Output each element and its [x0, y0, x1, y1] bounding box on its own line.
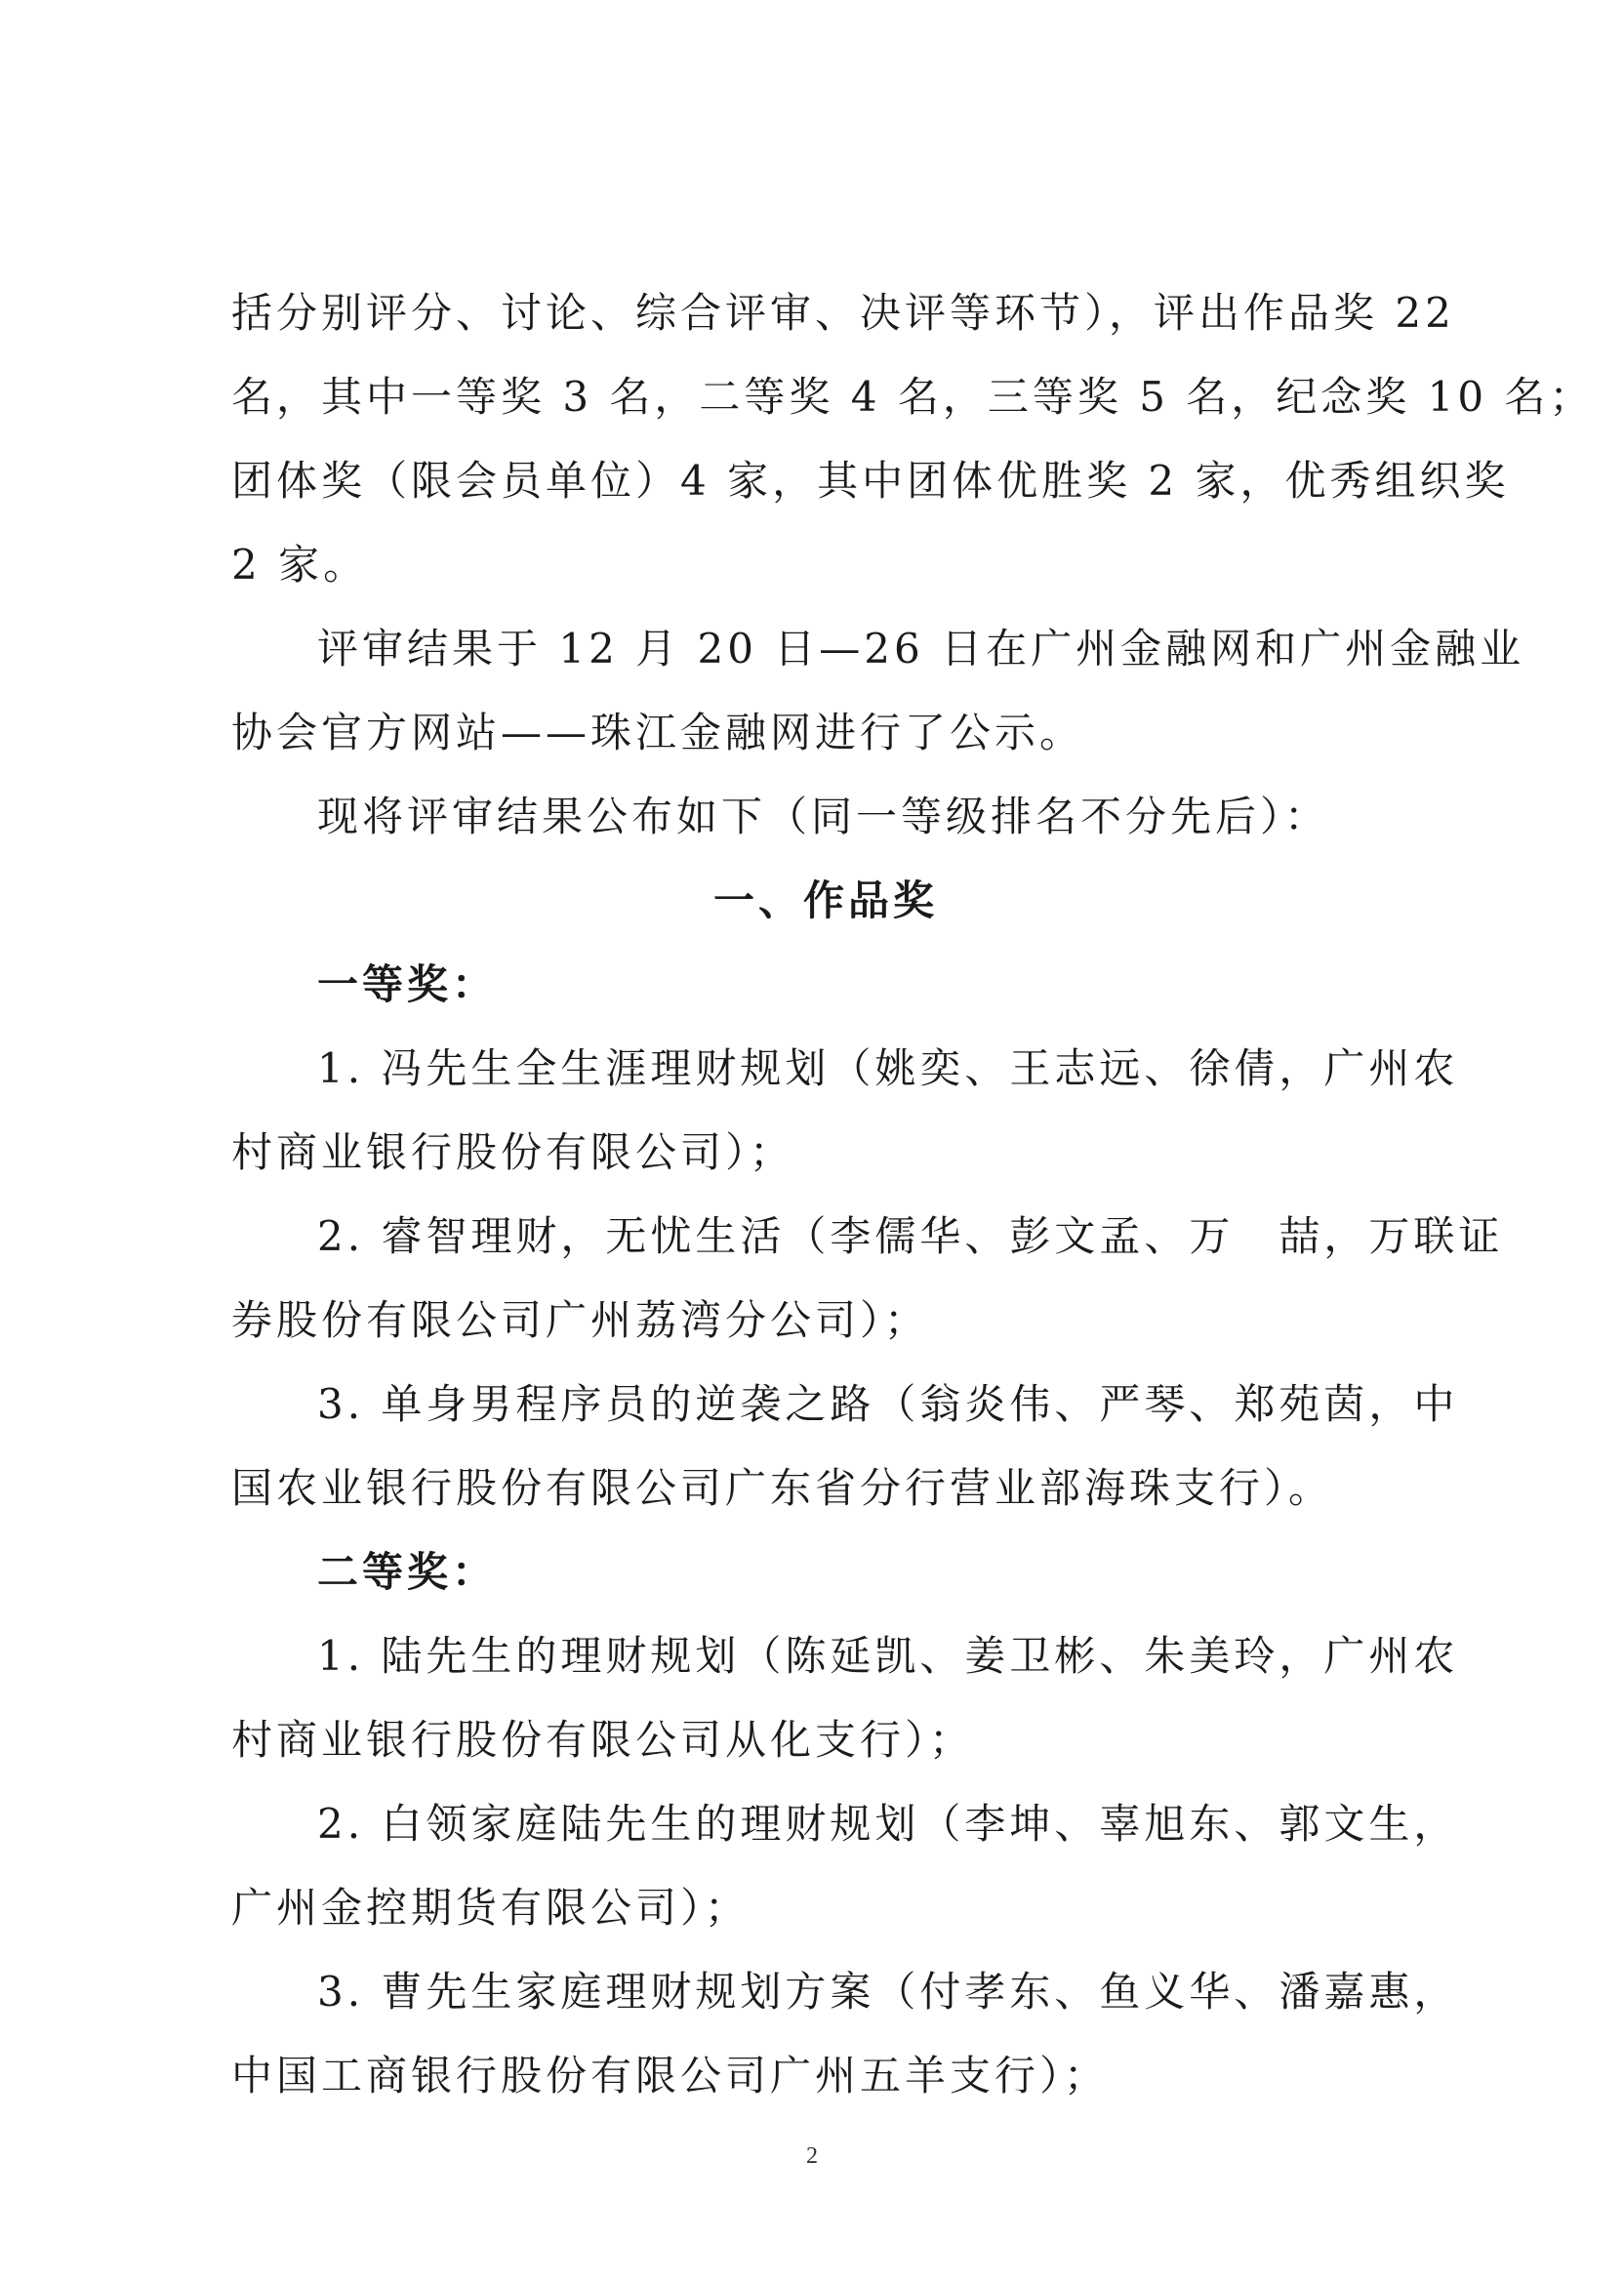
list-item-line: 广州金控期货有限公司）； — [231, 1884, 751, 1932]
list-item-line: 3. 单身男程序员的逆袭之路（翁炎伟、严琴、郑苑茵，中 — [317, 1380, 1459, 1428]
list-item-line: 3. 曹先生家庭理财规划方案（付孝东、鱼义华、潘嘉惠， — [317, 1968, 1459, 2016]
section-title: 一、作品奖 — [712, 876, 938, 924]
list-item-line: 村商业银行股份有限公司从化支行）； — [231, 1716, 975, 1764]
list-item-line: 券股份有限公司广州荔湾分公司）； — [231, 1296, 930, 1344]
paragraph-line: 括分别评分、讨论、综合评审、决评等环节），评出作品奖 22 — [231, 289, 1455, 337]
list-item-line: 2. 白领家庭陆先生的理财规划（李坤、辜旭东、郭文生， — [317, 1800, 1459, 1848]
document-body — [231, 271, 1595, 2118]
paragraph-line: 名，其中一等奖 3 名，二等奖 4 名，三等奖 5 名，纪念奖 10 名； — [231, 373, 1595, 421]
list-item-line: 村商业银行股份有限公司）； — [231, 1128, 795, 1176]
list-item-line: 2. 睿智理财，无忧生活（李儒华、彭文孟、万 喆，万联证 — [317, 1212, 1504, 1260]
list-item-line: 1. 冯先生全生涯理财规划（姚奕、王志远、徐倩，广州农 — [317, 1044, 1459, 1092]
page-number: 2 — [806, 2143, 818, 2169]
list-item-line: 1. 陆先生的理财规划（陈延凯、姜卫彬、朱美玲，广州农 — [317, 1632, 1459, 1680]
paragraph-line: 评审结果于 12 月 20 日—26 日在广州金融网和广州金融业 — [317, 625, 1525, 672]
paragraph-line: 现将评审结果公布如下（同一等级排名不分先后）： — [317, 793, 1330, 840]
second-prize-heading: 二等奖： — [317, 1548, 498, 1596]
first-prize-heading: 一等奖： — [317, 960, 498, 1008]
paragraph-line: 协会官方网站——珠江金融网进行了公示。 — [231, 709, 1085, 756]
list-item-line: 国农业银行股份有限公司广东省分行营业部海珠支行）。 — [231, 1464, 1334, 1512]
paragraph-line: 2 家。 — [231, 541, 369, 589]
list-item-line: 中国工商银行股份有限公司广州五羊支行）； — [231, 2052, 1110, 2099]
paragraph-line: 团体奖（限会员单位）4 家，其中团体优胜奖 2 家，优秀组织奖 — [231, 457, 1510, 505]
